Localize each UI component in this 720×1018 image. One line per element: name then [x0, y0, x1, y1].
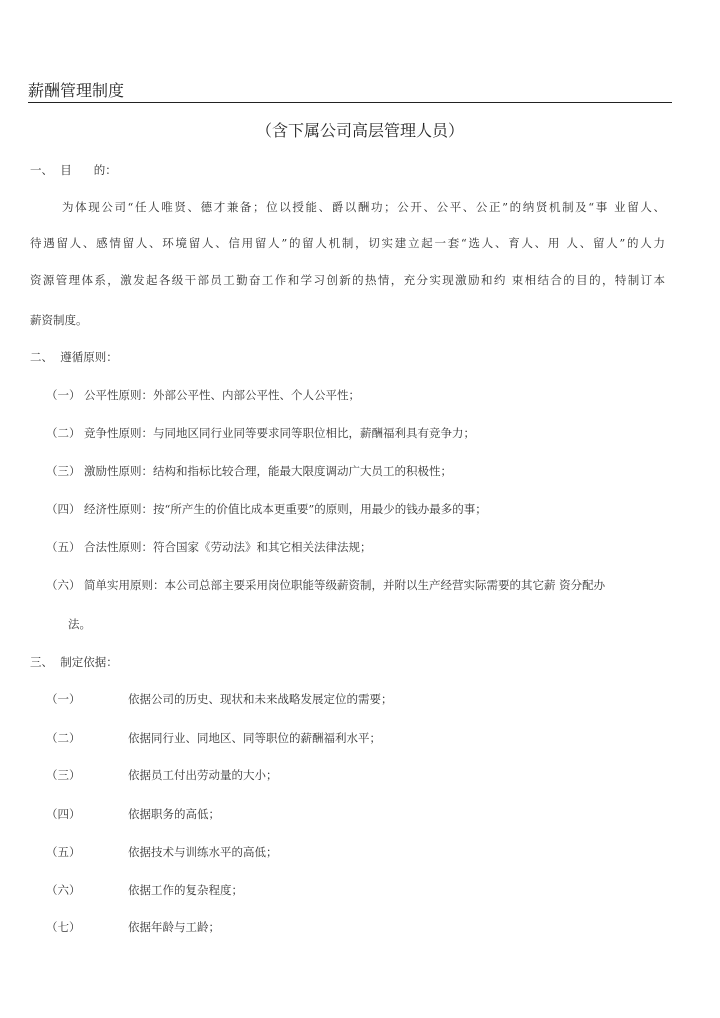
- basis-number: （一）: [46, 692, 81, 706]
- principle-item: [46, 501, 487, 517]
- basis-text: 依据职务的高低；: [128, 807, 220, 821]
- section-1-heading: 一、 目 的：: [30, 163, 117, 177]
- principle-number: （五）: [46, 540, 81, 554]
- principle-item: [46, 539, 372, 555]
- principle-number: （六）: [46, 578, 81, 592]
- document-header: [28, 80, 672, 103]
- principle-text: 经济性原则：按“所产生的价值比成本更重要”的原则，用最少的钱办最多的事；: [84, 502, 487, 516]
- section-2-heading: 二、 遵循原则：: [30, 350, 118, 364]
- basis-item: [46, 767, 278, 783]
- basis-number: （二）: [46, 731, 81, 745]
- section-1-line-2: 待遇留人、感情留人、环境留人、信用留人”的留人机制，切实建立起一套“选人、育人、用 人、留人”的人力: [30, 236, 665, 250]
- section-1-line-3: 资源管理体系，激发起各级干部员工勤奋工作和学习创新的热情，充分实现激励和约 束相结合的目的，特制订本: [30, 273, 665, 287]
- principle-text: 激励性原则：结构和指标比较合理，能最大限度调动广大员工的积极性；: [84, 464, 452, 478]
- basis-item: [46, 691, 393, 707]
- basis-text: 依据员工付出劳动量的大小；: [128, 768, 278, 782]
- principle-text: 公平性原则：外部公平性、内部公平性、个人公平性；: [84, 388, 360, 402]
- basis-text: 依据工作的复杂程度；: [128, 883, 243, 897]
- principle-number: （三）: [46, 464, 81, 478]
- principle-item: [46, 463, 452, 479]
- principle-number: （四）: [46, 502, 81, 516]
- principle-item: [46, 425, 475, 441]
- document-subtitle: （含下属公司高层管理人员）: [255, 121, 464, 140]
- principle-text: 简单实用原则：本公司总部主要采用岗位职能等级薪资制，并附以生产经营实际需要的其它薪 资分配办: [84, 578, 606, 592]
- principle-continuation: 法。: [68, 617, 91, 631]
- section-3-heading: 三、 制定依据：: [30, 655, 118, 669]
- basis-text: 依据同行业、同地区、同等职位的薪酬福利水平；: [128, 731, 381, 745]
- basis-item: [46, 844, 278, 860]
- principle-item: [46, 387, 360, 403]
- basis-text: 依据年龄与工龄；: [128, 920, 220, 934]
- basis-item: [46, 919, 220, 935]
- section-1-line-1: 为体现公司“任人唯贤、德才兼备；位以授能、爵以酬功；公开、公平、公正”的纳贤机制及“事 业留人、: [62, 200, 665, 214]
- document-title: 薪酬管理制度: [28, 81, 125, 100]
- basis-number: （五）: [46, 845, 81, 859]
- basis-number: （七）: [46, 920, 81, 934]
- basis-text: 依据公司的历史、现状和未来战略发展定位的需要；: [128, 692, 393, 706]
- principle-number: （一）: [46, 388, 81, 402]
- basis-item: [46, 882, 243, 898]
- basis-number: （六）: [46, 883, 81, 897]
- basis-number: （三）: [46, 768, 81, 782]
- principle-number: （二）: [46, 426, 81, 440]
- basis-number: （四）: [46, 807, 81, 821]
- section-1-line-4: 薪资制度。: [30, 313, 88, 327]
- principle-text: 竞争性原则：与同地区同行业同等要求同等职位相比，薪酬福利具有竞争力；: [84, 426, 475, 440]
- principle-text: 合法性原则：符合国家《劳动法》和其它相关法律法规；: [84, 540, 372, 554]
- basis-item: [46, 730, 381, 746]
- basis-text: 依据技术与训练水平的高低；: [128, 845, 278, 859]
- principle-item: [46, 577, 664, 593]
- basis-item: [46, 806, 220, 822]
